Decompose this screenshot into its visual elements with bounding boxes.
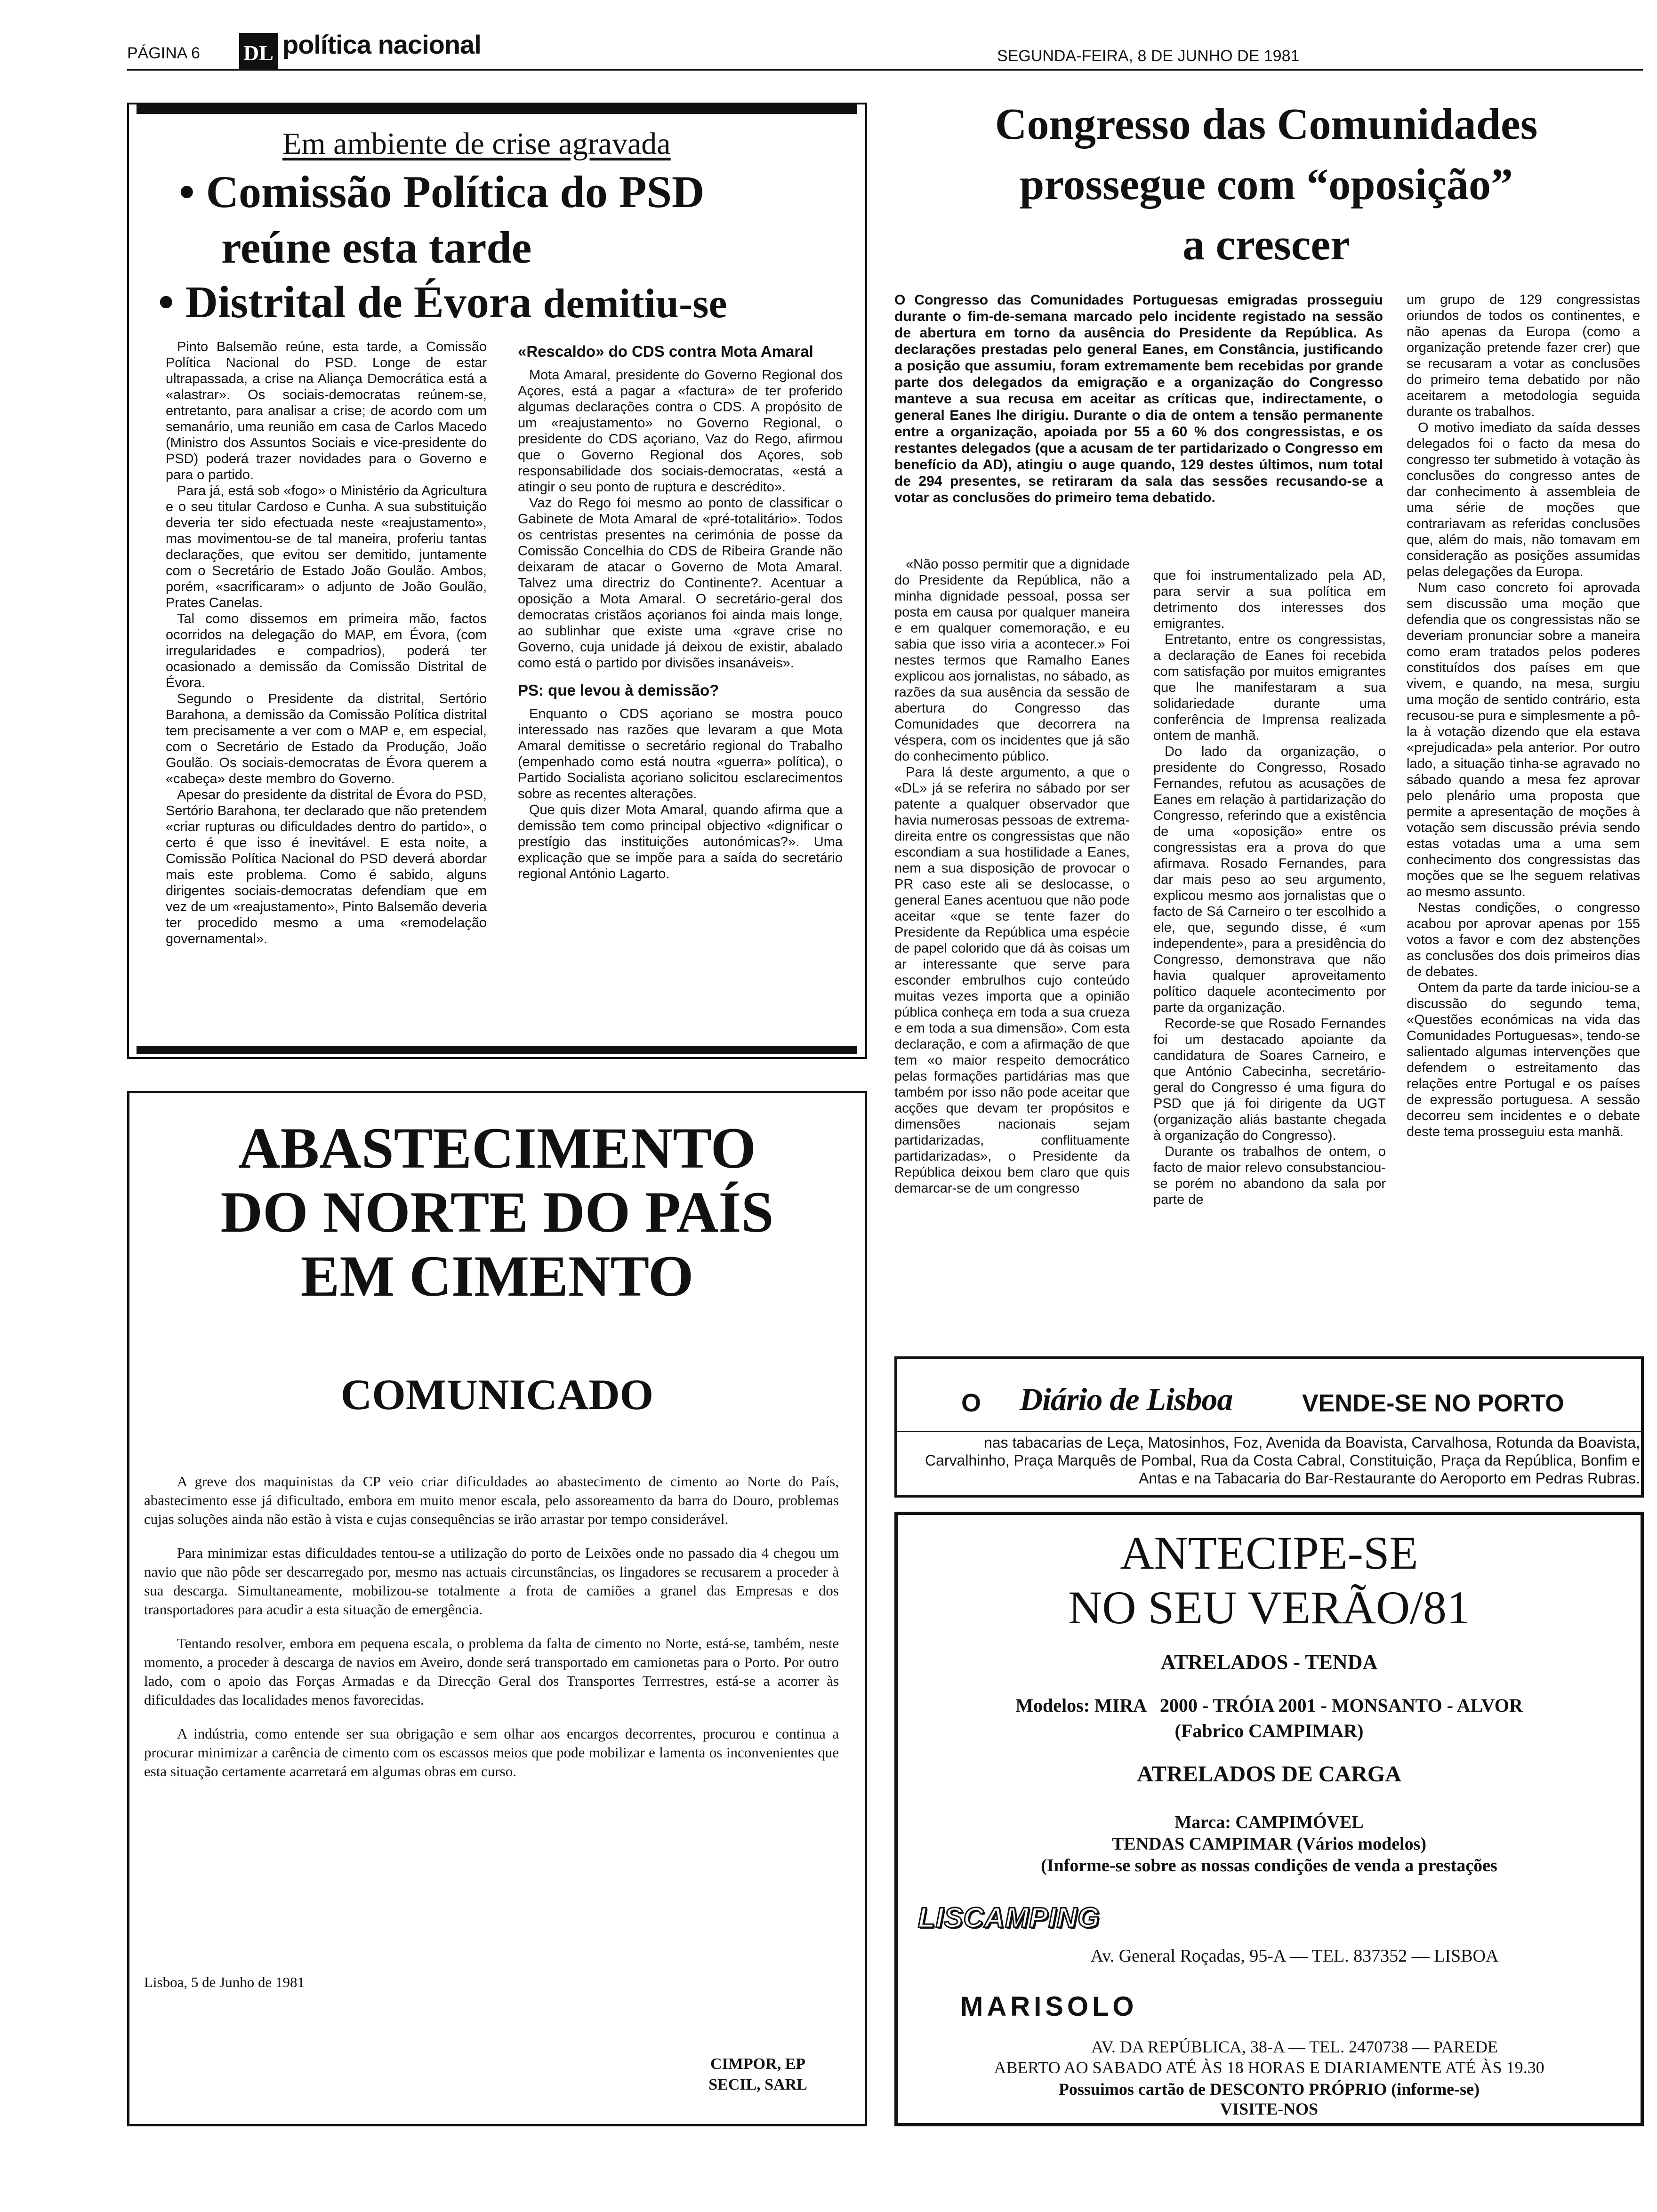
psd-headline-2a: Distrital de Évora (185, 277, 532, 327)
congresso-col2-p: que foi instrumentalizado pela AD, para servir a sua política em detrimento dos interesses dos emigrantes. (1153, 568, 1386, 631)
antecipe-title-line: ANTECIPE-SE (1120, 1527, 1418, 1579)
antecipe-brand: Marca: CAMPIMÓVEL (1174, 1812, 1364, 1832)
diario-brand-logo: Diário de Lisboa (1020, 1381, 1233, 1417)
cimento-paragraph: Para minimizar estas dificuldades tentou-se a utilização do porto de Leixões onde no passado dia 4 chegou um navio que não pôde ser descarregado por, mesmo nas actuais circunstâncias, os lingadores se recusarem a proceder à sua descarga. Simultaneamente, mobilizou-se totalmente a frota de camiões a granel das Empresas e dos transportadores para acudir a esta situação de emergência. (144, 1545, 839, 1618)
marisolo-hours: ABERTO AO SABADO ATÉ ÀS 18 HORAS E DIARIAMENTE ATÉ ÀS 19.30 (994, 2058, 1544, 2077)
congresso-col2-p: Entretanto, entre os congressistas, a declaração de Eanes foi recebida com satisfação por muitos emigrantes que lhe manifestaram a sua solidariedade durante uma conferência de Imprensa realizada ontem de manhã. (1153, 632, 1386, 743)
congresso-lead: O Congresso das Comunidades Portuguesas emigradas prosseguiu durante o fim-de-semana marcado pelo incidente registado na sessão de abertura em torno da ausência do Presidente da República. As declarações prestadas pelo general Eanes, em Constância, justificando a posição que assumiu, foram extremamente bem recebidas por grande parte dos delegados da emigração e a organização do Congresso manteve a sua recusa em aceitar as críticas que, indirectamente, o general Eanes lhe dirigiu. Durante o dia de ontem a tensão permanente entre a organização, apoiada por 55 a 60 % dos congressistas, e os restantes delegados (que a acusam de ter partidarizado o Congresso em benefício da AD), atingiu o auge quando, 129 destes últimos, num total de 294 presentes, se retiraram da sala das sessões recusando-se a votar as conclusões do primeiro tema debatido. (894, 292, 1383, 505)
psd-col1-p: Tal como dissemos em primeira mão, factos ocorridos na delegação do MAP, em Évora, (com irregularidades e compadrios), poderá ter ocasionado a demissão da Comissão Distrital de Évora. (166, 611, 487, 690)
congresso-col2-p: Recorde-se que Rosado Fernandes foi um destacado apoiante da candidatura de Soares Carneiro, e que António Cabecinha, secretário-geral do Congresso é uma figura do PSD que já foi dirigente da UGT (organização aliás bastante chegada à organização do Congresso). (1153, 1016, 1386, 1143)
psd-headline-1 (179, 168, 704, 216)
antecipe-fabric: (Fabrico CAMPIMAR) (1174, 1720, 1364, 1741)
cimento-title (130, 1116, 864, 1308)
cimento-paragraph: Tentando resolver, embora em pequena escala, o problema da falta de cimento no Norte, está-se, também, neste momento, a proceder à descarga de navios em Aveiro, donde será transportado em camionetas para o Porto. Por outro lado, com o apoio das Forças Armadas e da Direcção Geral dos Transportes Terrrestres, está-se a acorrer às dificuldades das localidades menos favorecidas. (144, 1635, 839, 1708)
psd-col1-p: Segundo o Presidente da distrital, Sertório Barahona, a demissão da Comissão Política distrital tem precisamente a ver com o MAP e, em especial, com o Secretário de Estado da Produção, João Goulão. Os sociais-democratas de Évora querem a «cabeça» deste membro do Governo. (166, 691, 487, 786)
antecipe-title (898, 1526, 1640, 1635)
congresso-headline-line: a crescer (1182, 220, 1350, 269)
marisolo-logo: MARISOLO (960, 1991, 1138, 2022)
congresso-col1-p: «Não posso permitir que a dignidade do Presidente da República, não a minha dignidade pessoal, possa ser posta em causa por qualquer maneira e em qualquer comemoração, e eu sabia que isso viria a acontecer.» Foi nestes termos que Ramalho Eanes explicou aos jornalistas, no sábado, as razões da sua ausência da sessão de abertura do Congresso das Comunidades que decorrera na véspera, com os incidentes que já são do conhecimento público. (894, 557, 1130, 764)
diario-o: O (961, 1389, 981, 1417)
bullet-icon: • (158, 277, 174, 327)
bullet-icon: • (179, 167, 195, 217)
cimento-paragraph: A greve dos maquinistas da CP veio criar dificuldades ao abastecimento de cimento ao Norte do País, abastecimento esse já dificultado, embora em muito menor escala, pelo assoreamento da barra do Douro, problemas cujas soluções ainda não estão à vista e cujas consequências se irão arrastar por tempo considerável. (144, 1473, 839, 1527)
psd-col1-p: Para já, está sob «fogo» o Ministério da Agricultura e o seu titular Cardoso e Cunha. A sua substituição deveria ter sido efectuada neste «reajustamento», mas movimentou-se de tal maneira, proferiu tantas declarações, que evitou ser demitido, juntamente com o Secretário de Estado João Goulão. Ambos, porém, «sacrificaram» o adjunto de João Goulão, Prates Canelas. (166, 483, 487, 610)
congresso-col3-p: O motivo imediato da saída desses delegados foi o facto da mesa do congresso ter submetido à votação às conclusões do congresso antes de dar conhecimento à assembleia de uma série de moções que contrariavam as referidas conclusões que, além do mais, não tomavam em consideração as posições assumidas pelas delegações da Europa. (1407, 420, 1640, 579)
psd-col2-p: Que quis dizer Mota Amaral, quando afirma que a demissão tem como principal objectivo «dignificar o prestígio das instituições autonómicas?». Uma explicação que se impõe para a saída do secretário regional António Lagarto. (518, 802, 843, 882)
congresso-headline-line: Congresso das Comunidades (995, 100, 1538, 149)
antecipe-card: Possuimos cartão de DESCONTO PRÓPRIO (informe-se) (1058, 2080, 1480, 2099)
psd-kicker: Em ambiente de crise agravada (282, 127, 671, 161)
psd-col2-p: Vaz do Rego foi mesmo ao ponto de classificar o Gabinete de Mota Amaral de «pré-totalitário». Todos os centristas presentes na cerimónia de posse da Comissão Concelhia do CDS de Ribeira Grande não deixaram de atacar o Governo de Mota Amaral. Talvez uma directriz do Continente?. Acentuar a oposição a Mota Amaral. O secretário-geral dos democratas cristãos açorianos foi ainda mais longe, ao sublinhar que existe uma «grave crise no Governo, cuja unidade já deixou de existir, abalado como está o partido por divisões insanáveis». (518, 496, 843, 671)
page-date: SEGUNDA-FEIRA, 8 DE JUNHO DE 1981 (997, 47, 1300, 65)
logo-mark-text: DL (243, 41, 273, 65)
psd-col1-p: Apesar do presidente da distrital de Évora do PSD, Sertório Barahona, ter declarado que não pretendem «criar rupturas ou dificuldades dentro do partido», o certo é que isso é inevitável. E esta noite, a Comissão Política Nacional do PSD deverá abordar mais este problema. Como é sabido, alguns dirigentes sociais-democratas defendiam que em vez de um «reajustamento», Pinto Balsemão deveria ter procedido mesmo a uma «remodelação governamental». (166, 787, 487, 946)
cimento-subtitle: COMUNICADO (340, 1370, 654, 1419)
diario-body: nas tabacarias de Leça, Matosinhos, Foz, Avenida da Boavista, Carvalhosa, Rotunda da Boavista, Carvalhinho, Praça Marquês de Pombal, Rua da Costa Cabral, Constituição, Praça da República, Bonfim e Antas e na Tabacaria do Bar-Restaurante do Aeroporto em Pedras Rubras. (925, 1434, 1640, 1487)
psd-headline-2 (158, 278, 727, 329)
congresso-col2-p: Durante os trabalhos de ontem, o facto de maior relevo consubstanciou-se porém no abandono da sala por parte de (1153, 1144, 1386, 1207)
congresso-col3-p: Nestas condições, o congresso acabou por aprovar apenas por 155 votos a favor e com dez abstenções as conclusões dos dois primeiros dias de debates. (1407, 900, 1640, 979)
cimento-signature: CIMPOR, EP (710, 2055, 806, 2073)
cimento-place-date: Lisboa, 5 de Junho de 1981 (144, 1974, 305, 1990)
psd-headline-2b: demitiu-se (543, 281, 727, 327)
antecipe-line1: ATRELADOS - TENDA (1160, 1651, 1378, 1674)
psd-headline-1-text: Comissão Política do PSD (206, 167, 705, 217)
psd-col-2 (518, 339, 843, 882)
psd-bottom-bar (137, 1046, 857, 1054)
psd-col1-p: Pinto Balsemão reúne, esta tarde, a Comissão Política Nacional do PSD. Longe de estar ultrapassada, a crise na Aliança Democrática está a «alastrar». Os sociais-democratas reúnem-se, entretanto, para analisar a crise; de acordo com um semanário, uma reunião em casa de Carlos Macedo (Ministro dos Assuntos Sociais e vice-presidente do PSD) poderá trazer novidades para o Governo e para o partido. (166, 339, 487, 482)
diario-sold-porto: VENDE-SE NO PORTO (1302, 1390, 1564, 1417)
diario-inner-rule (897, 1431, 1641, 1432)
cimento-title-line: DO NORTE DO PAÍS (220, 1180, 774, 1244)
psd-col2-p: Mota Amaral, presidente do Governo Regional dos Açores, está a pagar a «factura» de ter proferido algumas declarações contra o CDS. A propósito de um «reajustamento» no Governo Regional, o presidente do CDS açoriano, Vaz do Rego, afirmou que o Governo Regional dos Açores, sob responsabilidade dos sociais-democratas, «está a atingir o seu ponto de ruptura e descrédito». (518, 368, 843, 495)
congresso-col3-p: um grupo de 129 congressistas oriundos de todos os continentes, e não apenas da Europa (como a organização pretende fazer crer) que se recusaram a votar as conclusões do primeiro tema debatido por não aceitarem a metodologia seguida durante os trabalhos. (1407, 292, 1640, 419)
congresso-col1-p: Para lá deste argumento, a que o «DL» já se referira no sábado por ser patente a qualquer observador que havia numerosas pessoas de extrema-direita entre os congressistas que não escondiam a sua hostilidade a Eanes, nem a sua disposição de provocar o PR caso este ali se deslocasse, o general Eanes acentuou que não pode aceitar «que se tente fazer do Presidente da República uma espécie de papel colorido que dá às coisas um ar interessante que serve para esconder embrulhos cujo conteúdo muitas vezes importa que a opinião pública conheça em toda a sua crueza e em toda a sua dimensão». Com esta declaração, e com a afirmação de que tem «o maior respeito democrático pelas formações partidárias mas que também por isso não pode aceitar que acções que devam ter propósitos e dimensões nacionais sejam partidarizadas, conflituamente partidarizadas», o Presidente da República deixou bem claro que quis demarcar-se de um congresso (894, 765, 1130, 1196)
psd-subhead-cds: «Rescaldo» do CDS contra Mota Amaral (518, 343, 813, 360)
header-rule (127, 69, 1643, 71)
antecipe-models: Modelos: MIRA 2000 - TRÓIA 2001 - MONSANTO - ALVOR (1015, 1695, 1523, 1716)
cimento-paragraph: A indústria, como entende ser sua obrigação e sem olhar aos encargos decorrentes, procurou e continua a procurar minimizar a carência de cimento com os escassos meios que pode mobilizar e lamenta os inconvenientes que esta situação certamente acarretará em algumas obras em curso. (144, 1725, 839, 1779)
cimento-body (144, 1472, 839, 1796)
congresso-col2-p: Do lado da organização, o presidente do Congresso, Rosado Fernandes, refutou as acusações de Eanes em relação à partidarização do Congresso, referindo que a existência de uma «oposição» entre os congressistas era a prova do que afirmava. Rosado Fernandes, para dar mais peso ao seu argumento, explicou mesmo aos jornalistas que o facto de Sá Carneiro o ter escolhido a ele, que, segundo disse, é «um independente», para a presidência do Congresso, demonstrava que não havia qualquer aproveitamento político daquele acontecimento por parte da organização. (1153, 744, 1386, 1015)
psd-subhead-ps: PS: que levou à demissão? (518, 681, 719, 699)
antecipe-title-line: NO SEU VERÃO/81 (1068, 1581, 1470, 1634)
liscamping-logo: LISCAMPING (918, 1902, 1100, 1933)
psd-col2-p: Enquanto o CDS açoriano se mostra pouco interessado nas razões que levaram a que Mota Amaral demitisse o secretário regional do Trabalho (empenhado como está noutra «guerra» política), o Partido Socialista açoriano solicitou esclarecimentos sobre as recentes alterações. (518, 706, 843, 801)
congresso-headline-line: prossegue com “oposição” (1020, 160, 1513, 209)
congresso-headline (894, 94, 1638, 275)
liscamping-address: Av. General Roçadas, 95-A — TEL. 837352 — LISBOA (1090, 1946, 1499, 1966)
antecipe-inform: (Informe-se sobre as nossas condições de venda a prestações (1041, 1856, 1497, 1875)
congresso-col3-p: Ontem da parte da tarde iniciou-se a discussão do segundo tema, «Questões económicas na vida das Comunidades Portuguesas», tendo-se salientado algumas intervenções que defendem o estreitamento das relações entre Portugal e os países de expressão portuguesa. A sessão decorreu sem incidentes e o debate deste tema prosseguiu esta manhã. (1407, 980, 1640, 1139)
marisolo-address: AV. DA REPÚBLICA, 38-A — TEL. 2470738 — PAREDE (1091, 2037, 1498, 2056)
antecipe-line2: ATRELADOS DE CARGA (1137, 1762, 1401, 1787)
congresso-col-3 (1407, 292, 1640, 1140)
section-title: política nacional (282, 30, 481, 59)
psd-top-bar (137, 104, 857, 114)
congresso-col-2 (1153, 568, 1386, 1208)
psd-col-1 (166, 339, 487, 947)
congresso-col3-p: Num caso concreto foi aprovada sem discussão uma moção que defendia que os congressistas não se deveriam pronunciar sobre a maneira como eram tratados pelos poderes constituídos dos países em que vivem, e quando, na mesa, surgiu uma moção de sentido contrário, esta recusou-se pura e simplesmente a pô-la à votação dizendo que ela estava «prejudicada» pela anterior. Por outro lado, a situação tinha-se agravado no sábado quando a mesa fez aprovar pelo plenário uma proposta que permite a apresentação de moções à votação sem discussão prévia sendo estas votadas uma a uma sem conhecimento dos congressistas das moções que se lhe seguem relativas ao mesmo assunto. (1407, 580, 1640, 899)
cimento-title-line: ABASTECIMENTO (238, 1116, 756, 1180)
psd-headline-1b: reúne esta tarde (221, 222, 532, 272)
cimento-signature: SECIL, SARL (708, 2076, 807, 2093)
section-logo-mark (239, 33, 278, 70)
congresso-col-1 (894, 556, 1130, 1196)
cimento-title-line: EM CIMENTO (300, 1244, 694, 1308)
cimento-signatures (683, 2054, 833, 2095)
antecipe-tents: TENDAS CAMPIMAR (Vários modelos) (1111, 1834, 1427, 1854)
page-number: PÁGINA 6 (127, 44, 200, 62)
antecipe-visit: VISITE-NOS (1220, 2100, 1319, 2118)
